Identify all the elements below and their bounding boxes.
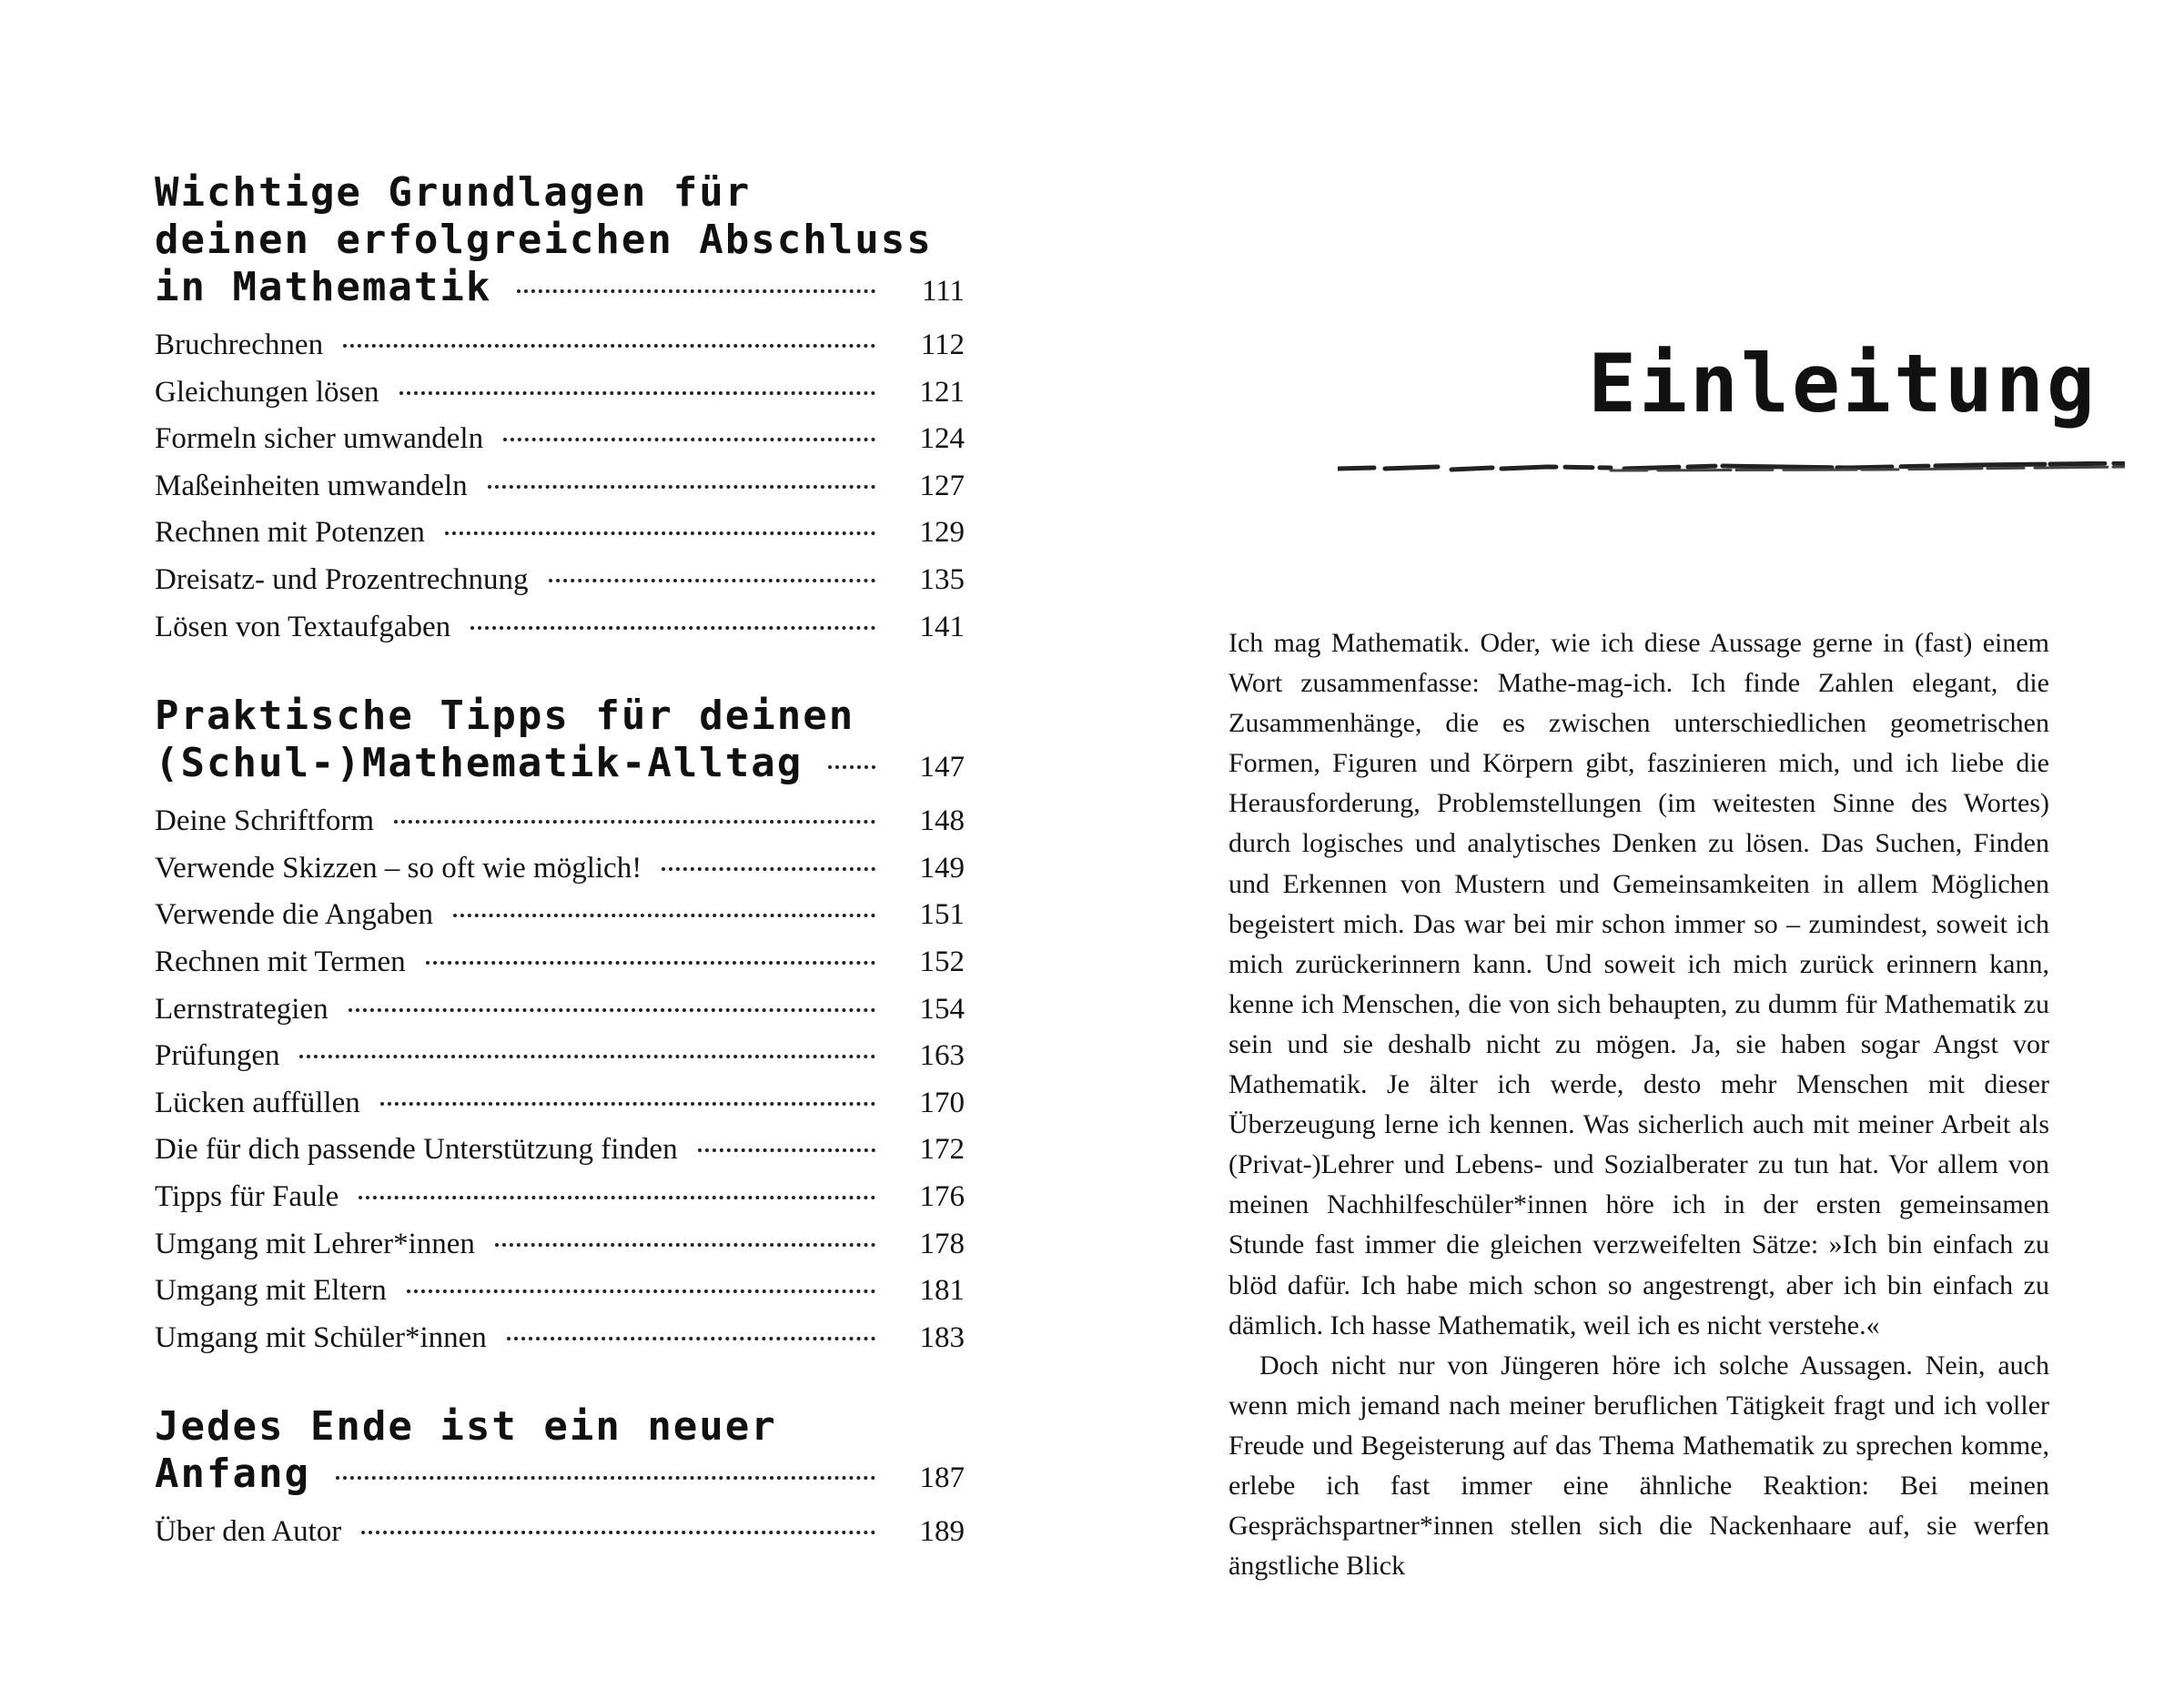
leader-dots: [507, 1337, 875, 1340]
toc-entry-page-number: 151: [919, 898, 965, 932]
toc-entry[interactable]: [155, 986, 965, 1034]
toc-entry-page-number: 121: [919, 375, 965, 409]
toc-entry-page-number: 127: [919, 469, 965, 502]
leader-dots: [453, 914, 875, 917]
toc-entry-title: Gleichungen lösen: [155, 375, 379, 409]
toc-entry[interactable]: [155, 322, 965, 369]
toc-entry-title: Umgang mit Eltern: [155, 1274, 387, 1308]
toc-entry[interactable]: [155, 510, 965, 557]
leader-dots: [470, 626, 875, 630]
leader-dots: [394, 820, 875, 824]
leader-dots: [828, 765, 875, 769]
leader-dots: [359, 1196, 875, 1199]
toc-entry-page-number: 183: [919, 1320, 965, 1354]
toc-entry[interactable]: [155, 1268, 965, 1315]
toc-entry-page-number: 170: [919, 1086, 965, 1119]
toc-entry[interactable]: [155, 604, 965, 652]
toc-entry-page-number: 148: [919, 804, 965, 838]
toc-entry-title: Lernstrategien: [155, 992, 329, 1026]
toc-section-title-line: Jedes Ende ist ein neuer: [155, 1403, 777, 1451]
toc-entry[interactable]: [155, 1127, 965, 1174]
leader-dots: [549, 579, 875, 582]
leader-dots: [495, 1243, 875, 1247]
toc-entry-page-number: 172: [919, 1133, 965, 1167]
toc-section-page-number: 187: [919, 1461, 965, 1495]
toc-section-title-line: Wichtige Grundlagen für: [155, 169, 752, 216]
leader-dots: [399, 391, 875, 395]
toc-entry[interactable]: [155, 1080, 965, 1128]
toc-section-heading[interactable]: [155, 1403, 965, 1502]
toc-entry-page-number: 189: [919, 1515, 965, 1549]
toc-entry-page-number: 124: [919, 422, 965, 456]
leader-dots: [299, 1055, 875, 1058]
toc-entry[interactable]: [155, 463, 965, 511]
leader-dots: [445, 531, 875, 535]
toc-entry-page-number: 141: [919, 610, 965, 643]
leader-dots: [662, 867, 875, 871]
leader-dots: [407, 1289, 875, 1293]
toc-entry-page-number: 176: [919, 1179, 965, 1213]
toc-entry-title: Formeln sicher umwandeln: [155, 422, 484, 456]
toc-entry-page-number: 149: [919, 851, 965, 885]
toc-entry-title: Bruchrechnen: [155, 329, 324, 361]
toc-section-page-number: 111: [921, 275, 965, 308]
toc-entry-title: Über den Autor: [155, 1515, 342, 1549]
toc-entry[interactable]: [155, 845, 965, 893]
toc-entry[interactable]: [155, 1174, 965, 1221]
toc-entry[interactable]: [155, 892, 965, 939]
toc-section-title-line: deinen erfolgreichen Abschluss: [155, 217, 933, 263]
toc-entry-title: Deine Schriftform: [155, 804, 375, 838]
toc-entry-page-number: 129: [919, 516, 965, 550]
toc-entry-title: Maßeinheiten umwandeln: [155, 469, 468, 502]
toc-entry-title: Prüfungen: [155, 1039, 280, 1073]
toc-entry-page-number: 154: [919, 992, 965, 1026]
toc-entry[interactable]: [155, 1509, 965, 1556]
toc-section-title-line: in Mathematik: [155, 264, 492, 310]
leader-dots: [343, 344, 875, 348]
toc-entry[interactable]: [155, 369, 965, 417]
toc-entry-title: Rechnen mit Potenzen: [155, 516, 425, 550]
toc-entry-page-number: 112: [920, 329, 965, 361]
toc-entry-title: Lösen von Textaufgaben: [155, 610, 451, 643]
toc-entry[interactable]: [155, 557, 965, 604]
toc-section-title-line: Anfang: [155, 1451, 310, 1498]
toc-entry-page-number: 135: [919, 562, 965, 596]
chapter-title: Einleitung: [1588, 337, 2098, 430]
toc-section-heading[interactable]: [155, 169, 965, 315]
leader-dots: [349, 1008, 875, 1012]
toc-entry-page-number: 163: [919, 1039, 965, 1073]
body-paragraph: Ich mag Mathematik. Oder, wie ich diese Aussage gerne in (fast) einem Wort zusammenfasse: Mathe-mag-ich. Ich finde Zahlen elegant, die Zusammenhänge, die es zwischen unterschiedlichen geometrischen Formen, Figuren und Körpern gibt, faszinieren mich, und ich liebe die Herausforderung, Problemstellungen (im weitesten Sinne des Wortes) durch logisches und analytisches Denken zu lösen. Das Suchen, Finden und Erkennen von Mustern und Gemeinsamkeiten in allem Möglichen begeistert mich. Das war bei mir schon immer so – zumindest, soweit ich mich zurückerinnern kann. Und soweit ich mich zurück erinnern kann, kenne ich Menschen, die von sich behaupten, zu dumm für Mathematik zu sein und sie deshalb nicht zu mögen. Ja, sie haben sogar Angst vor Mathematik. Je älter ich werde, desto mehr Menschen mit dieser Überzeugung lerne ich kennen. Was sicherlich auch mit meiner Arbeit als (Privat-)Lehrer und Lebens- und Sozialberater zu tun hat. Vor allem von meinen Nachhilfeschüler*innen höre ich in der ersten gemeinsamen Stunde fast immer die gleichen verzweifelten Sätze: »Ich bin einfach zu blöd dafür. Ich habe mich schon so angestrengt, aber ich bin einfach zu dämlich. Ich hasse Mathematik, weil ich es nicht verstehe.«: [1228, 628, 2049, 1340]
chapter-body: [1228, 623, 2049, 1586]
toc-section-title-line: Praktische Tipps für deinen: [155, 693, 855, 740]
leader-dots: [426, 961, 875, 965]
toc-entry[interactable]: [155, 1033, 965, 1080]
leader-dots: [336, 1476, 875, 1480]
title-brush-underline: [1338, 461, 2125, 474]
chapter-page: [1092, 0, 2184, 1699]
leader-dots: [503, 438, 875, 441]
toc-entry-title: Dreisatz- und Prozentrechnung: [155, 562, 529, 596]
toc-entry-title: Verwende Skizzen – so oft wie möglich!: [155, 851, 642, 885]
toc-section: [155, 169, 965, 651]
toc-entry-page-number: 152: [919, 945, 965, 978]
toc-section-page-number: 147: [919, 751, 965, 784]
toc-entry-title: Umgang mit Schüler*innen: [155, 1320, 487, 1354]
leader-dots: [380, 1102, 875, 1106]
toc-entry-title: Die für dich passende Unterstützung finden: [155, 1133, 678, 1167]
toc-section: [155, 693, 965, 1361]
toc-entry[interactable]: [155, 798, 965, 845]
toc-entry-page-number: 181: [919, 1274, 965, 1308]
toc-entry-title: Lücken auffüllen: [155, 1086, 360, 1119]
toc-section-heading[interactable]: [155, 693, 965, 791]
leader-dots: [361, 1531, 875, 1534]
toc-section-title-line: (Schul-)Mathematik-Alltag: [155, 740, 804, 787]
body-paragraph: Doch nicht nur von Jüngeren höre ich solche Aussagen. Nein, auch wenn mich jemand nach meiner beruflichen Tätigkeit fragt und ich voller Freude und Begeisterung auf das Thema Mathematik zu sprechen komme, erlebe ich fast immer eine ähnliche Reaktion: Bei meinen Gesprächspartner*innen stellen sich die Nackenhaare auf, sie werfen ängstliche Blick: [1228, 1350, 2049, 1582]
toc-entry[interactable]: [155, 1315, 965, 1362]
leader-dots: [488, 485, 875, 489]
toc-entry[interactable]: [155, 1221, 965, 1269]
toc-entry-title: Verwende die Angaben: [155, 898, 434, 932]
toc-entry[interactable]: [155, 416, 965, 463]
toc-entry[interactable]: [155, 939, 965, 986]
toc-entry-title: Umgang mit Lehrer*innen: [155, 1227, 475, 1260]
toc-entry-title: Tipps für Faule: [155, 1179, 339, 1213]
leader-dots: [517, 289, 875, 293]
toc-section: [155, 1403, 965, 1556]
toc-entry-title: Rechnen mit Termen: [155, 945, 406, 978]
leader-dots: [698, 1148, 875, 1152]
toc-entry-page-number: 178: [919, 1227, 965, 1260]
table-of-contents: [155, 169, 965, 1556]
